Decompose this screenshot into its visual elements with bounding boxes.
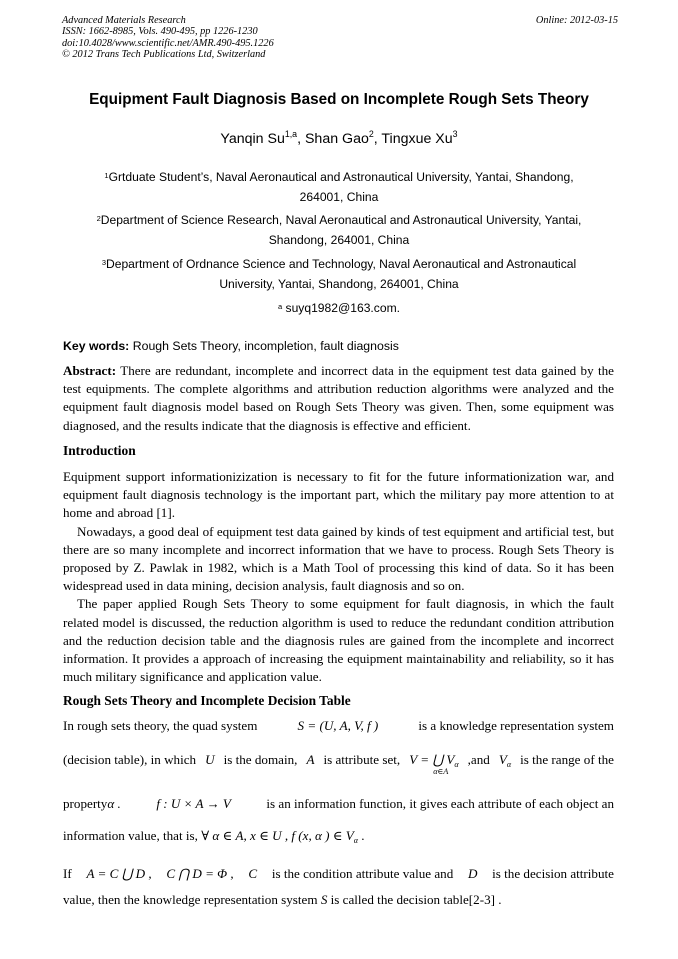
formula-line-5: If A = C ⋃ D , C ⋂ D = Φ , C is the condition attribute value and D is the decision attribute xyxy=(63,866,614,881)
copyright-line: © 2012 Trans Tech Publications Ltd, Switzerland xyxy=(62,49,266,61)
formula-line-2: (decision table), in which U is the domain, A is attribute set, V = ⋃ $V_\alpha$ α∈A ,and $V_\alpha$ is the range of the xyxy=(63,752,614,776)
information-function: f : U × A → V xyxy=(156,796,231,811)
author-name: Yanqin Su xyxy=(220,131,285,147)
affiliation-3 xyxy=(75,254,603,294)
author-name: Tingxue Xu xyxy=(381,131,453,147)
affiliation-text: Department of Ordnance Science and Technology, Naval Aeronautical and Astronautical xyxy=(106,257,577,271)
keywords xyxy=(63,339,399,353)
abstract-label: Abstract: xyxy=(63,363,117,378)
section2-heading: Rough Sets Theory and Incomplete Decision Table xyxy=(63,693,351,708)
affiliation-1 xyxy=(75,167,603,207)
author-list: Yanqin Su$^{1,a}$, Shan Gao$^2$, Tingxue Xu$^3$ xyxy=(220,129,458,147)
union-formula: V = ⋃ $V_\alpha$ α∈A xyxy=(409,752,459,776)
abstract-text: There are redundant, incomplete and incorrect data in the equipment test data gained by the test equipments. The complete algorithms and attribution reduction algorithms were analyzed and the equipment fault diagnosis model based on Rough Sets Theory was given. Then, some equipment was diagnosed, and the results indicate that the diagnosis is effective and efficient. xyxy=(63,363,614,433)
information-value-formula: ∀ α ∈ A, x ∈ U , f (x, α ) ∈ V xyxy=(201,828,354,843)
affiliation-text: Department of Science Research, Naval Aeronautical and Astronautical University, Yantai, xyxy=(100,213,582,227)
introduction-heading: Introduction xyxy=(63,443,136,458)
affiliation-text: 264001, China xyxy=(299,190,379,204)
email-sup: a xyxy=(277,301,283,311)
author-sup: 3 xyxy=(452,129,458,140)
affiliation-sup: 2 xyxy=(96,213,101,223)
affiliation-text: University, Yantai, Shandong, 264001, China xyxy=(219,277,459,291)
issn-line: ISSN: 1662-8985, Vols. 490-495, pp 1226-1230 xyxy=(62,26,258,38)
keywords-label: Key words: xyxy=(63,339,130,353)
paragraph: Nowadays, a good deal of equipment test data gained by kinds of test equipment and artificial test, but there are so many incomplete and incorrect information that we have to process. Rough Sets Theory is proposed by Z. Pawlak in 1982, which is a Math Tool of processing this kind of data. So it has been widespread used in data mining, decision analysis, fault diagnosis and so on. xyxy=(63,523,614,594)
keywords-text: Rough Sets Theory, incompletion, fault diagnosis xyxy=(132,339,399,353)
formula-line-4: information value, that is, ∀ α ∈ A, x ∈ U , f (x, α ) ∈ $V_\alpha$ . xyxy=(63,828,365,845)
author-sup: 1,a xyxy=(284,129,298,140)
paragraph: The paper applied Rough Sets Theory to some equipment for fault diagnosis, in which the fault related model is discussed, the reduction algorithm is used to reduce the redundant condition attribution and the reduction decision table and the diagnosis rules are gained from the incomplete and incorrect information. It provides a approach of increasing the equipment maintainability and reliability, so it has much military significance and application value. xyxy=(63,596,614,685)
online-date: Online: 2012-03-15 xyxy=(535,15,618,26)
paragraph: Equipment support informationizization is necessary to fit for the future informationization war, and equipment fault diagnosis technology is the important part, which the military pay more attention to at home and abroad [1]. xyxy=(63,469,614,521)
affiliation-text: Grtduate Student’s, Naval Aeronautical and Astronautical University, Yantai, Shandong, xyxy=(108,170,574,184)
author-name: Shan Gao xyxy=(304,131,369,147)
quad-system-formula: S = (U, A, V, f ) xyxy=(297,718,379,733)
introduction-body xyxy=(63,468,614,686)
formula-line-6: value, then the knowledge representation system S is called the decision table[2-3] . xyxy=(63,892,502,907)
email-line xyxy=(75,298,603,318)
formula-line-3: propertyα . f : U × A → V is an information function, it gives each attribute of each object an xyxy=(63,796,614,811)
affiliation-sup: 3 xyxy=(101,257,106,267)
formula-line-1: In rough sets theory, the quad system S = (U, A, V, f ) is a knowledge representation system xyxy=(63,718,614,733)
author-sup: 2 xyxy=(368,129,374,140)
affiliation-2 xyxy=(75,210,603,250)
affiliation-text: Shandong, 264001, China xyxy=(268,233,410,247)
doi-line: doi:10.4028/www.scientific.net/AMR.490-495.1226 xyxy=(62,37,274,49)
email-address[interactable]: suyq1982@163.com. xyxy=(285,301,401,315)
paper-title: Equipment Fault Diagnosis Based on Incomplete Rough Sets Theory xyxy=(89,91,589,108)
affiliation-sup: 1 xyxy=(104,170,109,180)
journal-name: Advanced Materials Research xyxy=(62,15,186,26)
page-header xyxy=(62,15,618,61)
abstract xyxy=(63,362,614,435)
